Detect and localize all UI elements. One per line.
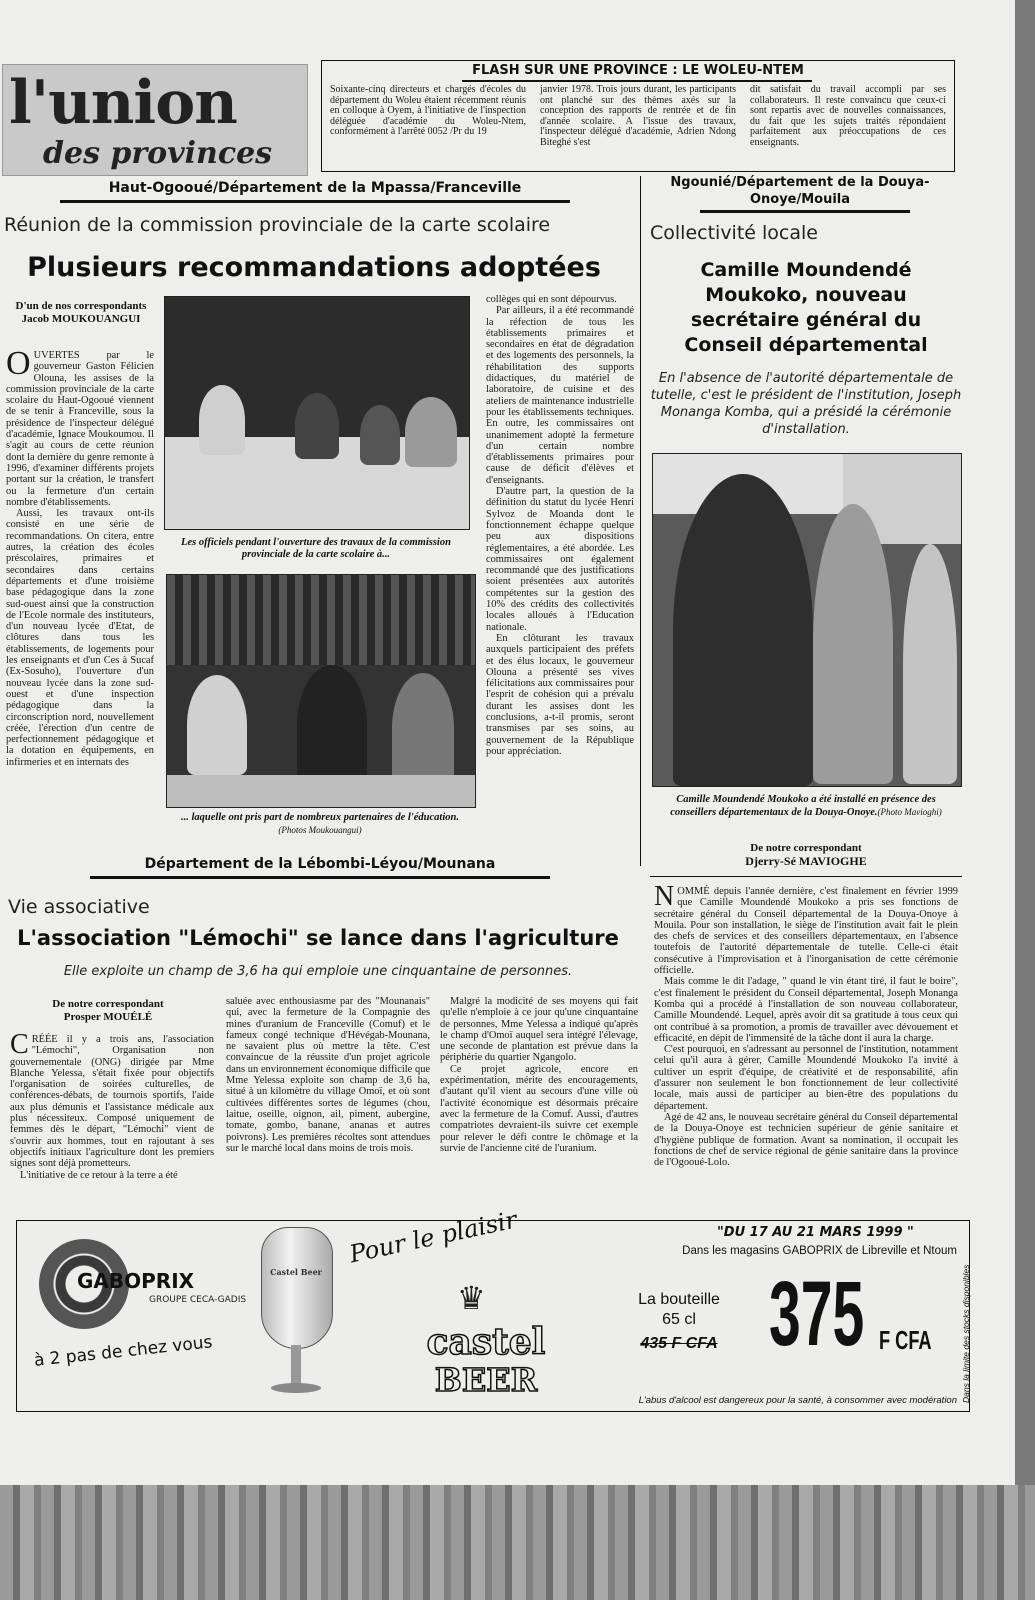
article2-byline: De notre correspondant bbox=[750, 842, 862, 854]
castel-line-1: castel bbox=[426, 1321, 546, 1363]
article3-headline: L'association "Lémochi" se lance dans l'agriculture bbox=[17, 926, 619, 950]
castel-line-2: BEER bbox=[434, 1361, 538, 1399]
flash-banner: FLASH SUR UNE PROVINCE : LE WOLEU-NTEM bbox=[472, 63, 804, 78]
article1-col-1: O UVERTES par le gouverneur Gaston Félicien Olouna, les assises de la commission provinciale de la carte scolaire du Haut-Ogooué viennent de se tenir à Franceville, sous la présidence de l'inspecteur délégué d'académie, Ignace Moukoumou. Il s'agit au cours de cette réunion dont la dernière du genre remonte à 1996, d'examiner différents projets portant sur la création, le transfert ou la fermeture d'un certain nombre d'établissements. Aussi, les travaux ont-ils consisté en une série de recommandations. On citera, entre autres, la création des écoles préscolaires, primaires et secondaires dans certains départements et d'une troisième base pédagogique dans la zone sud-ouest ainsi que la construction de l'Ecole normale des instituteurs, d'un nouveau lycée d'Etat, de clôtures dans tous les établissements, de logements pour les enseignants et d'un Ces à Sucaf (Ex-Sosuho), l'ouverture d'un nouveau lycée dans la zone sud-ouest et d'une inspection pédagogique dans la circonscription nord, nouvellement créée, l'érection d'un centre de perfectionnement pédagogique et la dotation en équipements, en infirmeries et en internats des bbox=[6, 345, 154, 768]
article3-col-1: C RÉÉE il y a trois ans, l'association "Lémochi", Organisation non gouvernementale (ONG) dirigée par Mme Blanche Yelessa, s'était fixée pour objectifs l'organisation de soirées culturelles, de conférences-débats, de tournois sportifs, l'aide aux plus démunis et l'assistance médicale aux plus nécessiteux. Composé uniquement de femmes dès le départ, "Lémochi" vient de s'ouvrir aux hommes, tout en rajoutant à ses objectifs initiaux l'agriculture dont les premiers signes sont déjà prometteurs. L'initiative de ce retour à la terre a été bbox=[10, 1029, 214, 1181]
flash-box bbox=[321, 60, 955, 172]
scan-edge bbox=[1015, 0, 1035, 1600]
article2-dek: En l'absence de l'autorité départementale de tutelle, c'est le président de l'institution, Joseph Monanga Komba, qui a présidé la cérémonie d'installation. bbox=[650, 371, 962, 437]
section-ngounie: Ngounié/Département de la Douya-Onoye/Mouila bbox=[670, 175, 930, 207]
article1-byline: D'un de nos correspondants bbox=[15, 300, 147, 312]
photo-officials bbox=[164, 296, 470, 530]
article3-kicker: Vie associative bbox=[8, 896, 150, 918]
article2-author: Djerry-Sé MAVIOGHE bbox=[745, 854, 867, 868]
section-haut-ogooue: Haut-Ogooué/Département de la Mpassa/Franceville bbox=[108, 180, 522, 196]
article3-col-2: saluée avec enthousiasme par des "Mounanais" qui, avec la fermeture de la Compagnie des mines d'uranium de Franceville (Comuf) et le fameux congé technique d'Hévégab-Mounana, ne savaient plus où mettre la tête. C'est convaincue de la réussite d'un projet agricole dans un environnement économique difficile que Mme Yelessa exploite son champ de 3,6 ha, situé à un kilomètre du village Omoï, et où sont cultivées différentes sortes de légumes (chou, laitue, oseille, oignon, ail, piment, aubergine, tomate, gombo, banane, ananas et autres poivrons). Les premières récoltes sont attendues sur le marché local dans moins de trois mois. bbox=[226, 996, 430, 1154]
photo-installation-caption: Camille Moundendé Moukoko a été installé en présence des conseillers départementaux de la Douya-Onoye.(Photo Mavioghi) bbox=[670, 794, 942, 818]
ad-stores: Dans les magasins GABOPRIX de Libreville et Ntoum bbox=[682, 1245, 957, 1257]
ad-warning: L'abus d'alcool est dangereux pour la santé, à consommer avec modération bbox=[638, 1395, 957, 1406]
crown-icon: ♛ bbox=[457, 1279, 486, 1317]
flash-col-2: janvier 1978. Trois jours durant, les participants ont planché sur des thèmes axés sur la conception des rapports de rentrée et de fin d'année scolaire. A l'issue des travaux, l'inspecteur délégué d'académie, Adrien Ndong Biteghé s'est bbox=[540, 84, 736, 148]
glass-label: Castel Beer bbox=[270, 1267, 322, 1277]
article3-dek: Elle exploite un champ de 3,6 ha qui emploie une cinquantaine de personnes. bbox=[63, 964, 573, 979]
photo-partners bbox=[166, 574, 476, 808]
article3-author: Prosper MOUÉLÉ bbox=[63, 1011, 153, 1023]
photo-partners-credit: (Photos Moukouangui) bbox=[278, 825, 362, 835]
photo-installation-credit: (Photo Mavioghi) bbox=[877, 807, 942, 817]
ad-dates: "DU 17 AU 21 MARS 1999 " bbox=[717, 1225, 914, 1240]
article2-headline: Camille Moundendé Moukoko, nouveau secrétaire général du Conseil départemental bbox=[684, 259, 928, 356]
masthead-subtitle: des provinces bbox=[43, 136, 273, 171]
article1-byline-block bbox=[6, 300, 156, 326]
ad-currency: F CFA bbox=[879, 1325, 932, 1355]
article3-byline: De notre correspondant bbox=[52, 998, 164, 1010]
gaboprix-brand: GABOPRIX bbox=[77, 1269, 195, 1293]
ad-price: 375 bbox=[769, 1263, 865, 1365]
article2-body: N OMMÉ depuis l'année dernière, c'est finalement en février 1999 que Camille Moundendé Moukoko a pris ses fonctions de secrétaire général du Conseil départemental de la Douya-Onoye à Mouila. Pour son installation, le siège de l'institution avait fait le plein des chefs de services et des conseillers départementaux, en l'absence toutefois de l'autorité départementale de tutelle. Celle-ci était consécutive à l'improvisation et à l'inorganisation de cette cérémonie officielle. Mais comme le dit l'adage, " quand le vin étant tiré, il faut le boire", c'est finalement le président du Conseil départemental, Joseph Monanga Komba qui a procédé à l'installation de son nouveau collaborateur, Camille Moundendé. Lequel, après avoir dit sa gratitude à tous ceux qui ont contribué à sa promotion, a promis de travailler avec dévouement et efficacité, en dépit de l'immensité de la tâche dont il aura la charge. C'est pourquoi, en s'adressant au personnel de l'institution, notamment celui qu'il aura à gérer, Camille Moundendé Moukoko l'a invité à cultiver un esprit d'équipe, de créativité et de responsabilité, afin d'assurer non seulement le bon fonctionnement de leur collectivité locale, mais aussi de participer au bien-être des populations du département. Agé de 42 ans, le nouveau secrétaire général du Conseil départemental de la Douya-Onoye est technicien supérieur de génie sanitaire et d'hygiène publique de formation. Avant sa nomination, il occupait les fonctions de chef de service régional de génie sanitaire dans la province de l'Ogooué-Lolo. bbox=[654, 881, 958, 1169]
gaboprix-slogan: à 2 pas de chez vous bbox=[33, 1332, 214, 1371]
article2-kicker: Collectivité locale bbox=[650, 222, 818, 244]
scan-bottom-strip bbox=[0, 1485, 1035, 1600]
photo-partners-caption: ... laquelle ont pris part de nombreux partenaires de l'éducation. (Photos Moukouangui) bbox=[181, 812, 459, 835]
gaboprix-group: GROUPE CECA-GADIS bbox=[149, 1295, 247, 1305]
article1-col-3: collèges qui en sont dépourvus. Par ailleurs, il a été recommandé la réfection de tous les établissements primaires et secondaires en état de dégradation et des logements des personnels, la réhabilitation des supports didactiques, du matériel de laboratoire, de cuisine et des ateliers de maintenance industrielle pour les établissements techniques. En outre, les commissaires ont unanimement adopté la fermeture d'un certain nombre d'établissements primaires pour cause de déficit d'élèves et d'enseignants. D'autre part, la question de la définition du statut du lycée Henri Sylvoz de Moanda dont le fonctionnement échappe quelque peu aux dispositions réglementaires, a été abordée. Les commissaires ont également recommandé que des justifications soient présentées aux autorités compétentes sur la gestion des 10% des crédits des collectivités locales alloués à l'Education nationale. En clôturant les travaux auxquels participaient des préfets et des élus locaux, le gouverneur Olouna a présenté ses vives félicitations aux commissaires pour l'esprit de cohésion qui a prévalu durant les assises dont les conclusions, a-t-il promis, seront transmises par ses soins, au gouvernement de la République pour appréciation. bbox=[486, 294, 634, 757]
masthead-title: l'union bbox=[9, 68, 237, 138]
article3-byline-block bbox=[8, 998, 208, 1024]
article3-col-3: Malgré la modicité de ses moyens qui fait qu'elle n'emploie à ce jour qu'une cinquantaine de personnes, Mme Yelessa a indiqué qu'après le champ d'Omoï auquel sera intégré l'élevage, une seconde de plantation est prévue dans la périphérie du quartier Ngangolo. Ce projet agricole, encore en expérimentation, mérite des encouragements, d'autant qu'il vient au secours d'une ville où l'activité économique est désormais précaire avec la fermeture de la Comuf. Aussi, d'autres compatriotes devraient-ils suivre cet exemple pour relever le défi contre le chômage et la survie de l'ancienne cité de l'uranium. bbox=[440, 996, 638, 1154]
photo-officials-caption: Les officiels pendant l'ouverture des travaux de la commission provinciale de la carte scolaire à... bbox=[181, 537, 451, 560]
ad-bottle: La bouteille bbox=[638, 1291, 720, 1308]
article1-author: Jacob MOUKOUANGUI bbox=[21, 313, 141, 325]
article2-byline-block bbox=[652, 842, 960, 868]
ad-script: Pour le plaisir bbox=[347, 1205, 520, 1269]
section-lebombi: Département de la Lébombi-Léyou/Mounana bbox=[144, 856, 496, 872]
ad-vertical-note: Dans la limite des stocks disponibles bbox=[961, 1264, 971, 1403]
masthead bbox=[2, 64, 308, 176]
advertisement bbox=[16, 1205, 971, 1412]
article1-headline: Plusieurs recommandations adoptées bbox=[27, 252, 601, 283]
flash-col-3: dit satisfait du travail accompli par ses collaborateurs. Il reste convaincu que ceux-ci sont repartis avec de nouvelles connaissances, du fait que les sujets traités répondaient parfaitement aux préoccupations de ces enseignants. bbox=[750, 84, 946, 148]
photo-installation bbox=[652, 453, 962, 787]
beer-glass-icon bbox=[261, 1227, 331, 1403]
ad-volume: 65 cl bbox=[662, 1311, 696, 1328]
article1-kicker: Réunion de la commission provinciale de la carte scolaire bbox=[4, 214, 551, 236]
ad-old-price: 435 F CFA bbox=[640, 1335, 718, 1352]
flash-col-1: Soixante-cinq directeurs et chargés d'écoles du département du Woleu étaient récemment réunis en colloque à Oyem, à l'initiative de l'inspection déléguée d'académie du Woleu-Ntem, conformément à l'arrêté 0052 /Pr du 19 bbox=[330, 84, 526, 137]
